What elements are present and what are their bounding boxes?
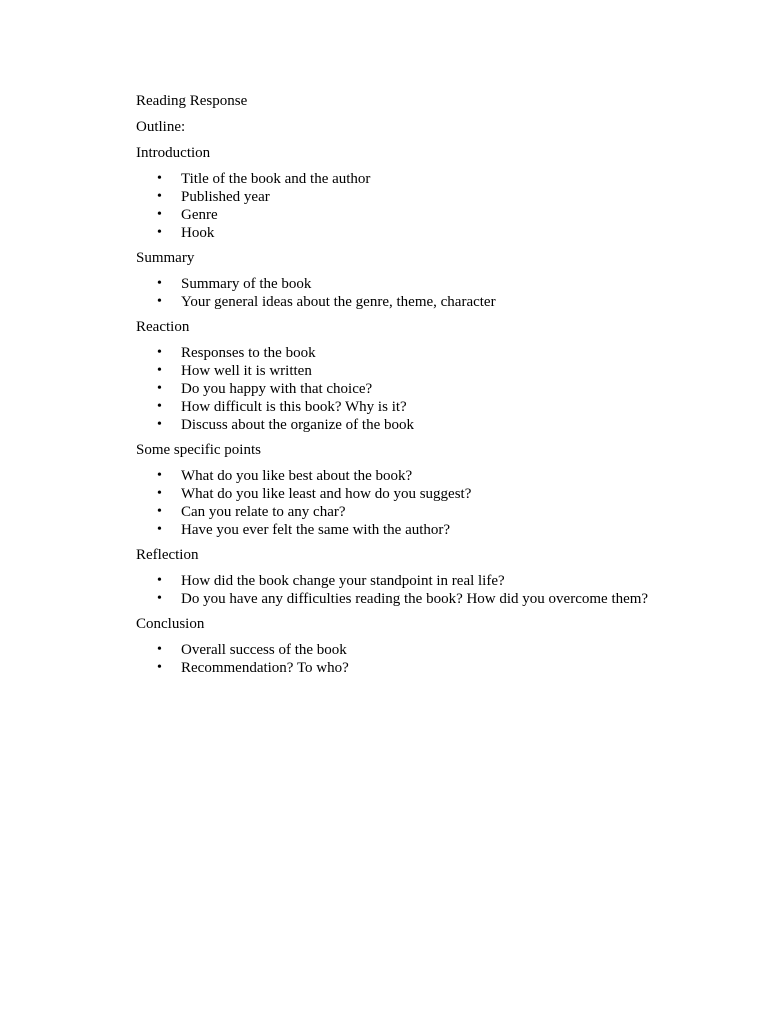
bullet-icon: • <box>157 381 162 396</box>
list-item <box>136 206 696 224</box>
list-item-text: How did the book change your standpoint in real life? <box>181 573 505 589</box>
list-item-text: How well it is written <box>181 363 312 379</box>
bullet-icon: • <box>157 207 162 222</box>
list-item <box>136 275 696 293</box>
bullet-list <box>136 572 696 608</box>
bullet-icon: • <box>157 573 162 588</box>
bullet-icon: • <box>157 225 162 240</box>
bullet-icon: • <box>157 276 162 291</box>
bullet-icon: • <box>157 363 162 378</box>
document-title: Reading Response <box>136 93 248 109</box>
list-item <box>136 170 696 188</box>
bullet-icon: • <box>157 468 162 483</box>
bullet-icon: • <box>157 294 162 309</box>
list-item-text: Do you have any difficulties reading the book? How did you overcome them? <box>181 591 649 607</box>
bullet-icon: • <box>157 399 162 414</box>
list-item-text: Hook <box>181 225 215 241</box>
bullet-icon: • <box>157 171 162 186</box>
list-item <box>136 659 696 677</box>
list-item-text: Responses to the book <box>181 345 316 361</box>
section-heading: Reflection <box>136 547 199 563</box>
bullet-icon: • <box>157 522 162 537</box>
list-item-text: Have you ever felt the same with the author? <box>181 522 451 538</box>
list-item-text: Can you relate to any char? <box>181 504 346 520</box>
list-item <box>136 503 696 521</box>
list-item-text: Do you happy with that choice? <box>181 381 373 397</box>
list-item <box>136 188 696 206</box>
section-heading: Summary <box>136 250 195 266</box>
list-item <box>136 362 696 380</box>
list-item-text: Your general ideas about the genre, theme, character <box>181 294 496 310</box>
list-item-text: Genre <box>181 207 218 223</box>
list-item-text: Published year <box>181 189 270 205</box>
outline-label: Outline: <box>136 119 186 135</box>
bullet-list <box>136 344 696 434</box>
bullet-icon: • <box>157 345 162 360</box>
list-item <box>136 485 696 503</box>
list-item <box>136 344 696 362</box>
bullet-icon: • <box>157 660 162 675</box>
bullet-icon: • <box>157 642 162 657</box>
section-heading: Introduction <box>136 145 211 161</box>
list-item <box>136 641 696 659</box>
list-item <box>136 590 696 608</box>
bullet-icon: • <box>157 504 162 519</box>
list-item <box>136 224 696 242</box>
list-item <box>136 380 696 398</box>
document-page <box>136 92 696 684</box>
bullet-icon: • <box>157 486 162 501</box>
bullet-icon: • <box>157 417 162 432</box>
list-item <box>136 572 696 590</box>
list-item <box>136 398 696 416</box>
bullet-list <box>136 275 696 311</box>
list-item-text: Discuss about the organize of the book <box>181 417 415 433</box>
list-item <box>136 416 696 434</box>
bullet-list <box>136 641 696 677</box>
outline-sections <box>136 144 696 677</box>
list-item-text: Summary of the book <box>181 276 312 292</box>
list-item-text: Overall success of the book <box>181 642 347 658</box>
list-item <box>136 467 696 485</box>
list-item-text: What do you like best about the book? <box>181 468 413 484</box>
bullet-list <box>136 170 696 242</box>
section-heading: Reaction <box>136 319 190 335</box>
section-heading: Some specific points <box>136 442 261 458</box>
bullet-icon: • <box>157 189 162 204</box>
list-item-text: Title of the book and the author <box>181 171 371 187</box>
list-item-text: Recommendation? To who? <box>181 660 349 676</box>
bullet-list <box>136 467 696 539</box>
list-item <box>136 293 696 311</box>
bullet-icon: • <box>157 591 162 606</box>
list-item-text: How difficult is this book? Why is it? <box>181 399 407 415</box>
list-item-text: What do you like least and how do you suggest? <box>181 486 472 502</box>
section-heading: Conclusion <box>136 616 205 632</box>
list-item <box>136 521 696 539</box>
